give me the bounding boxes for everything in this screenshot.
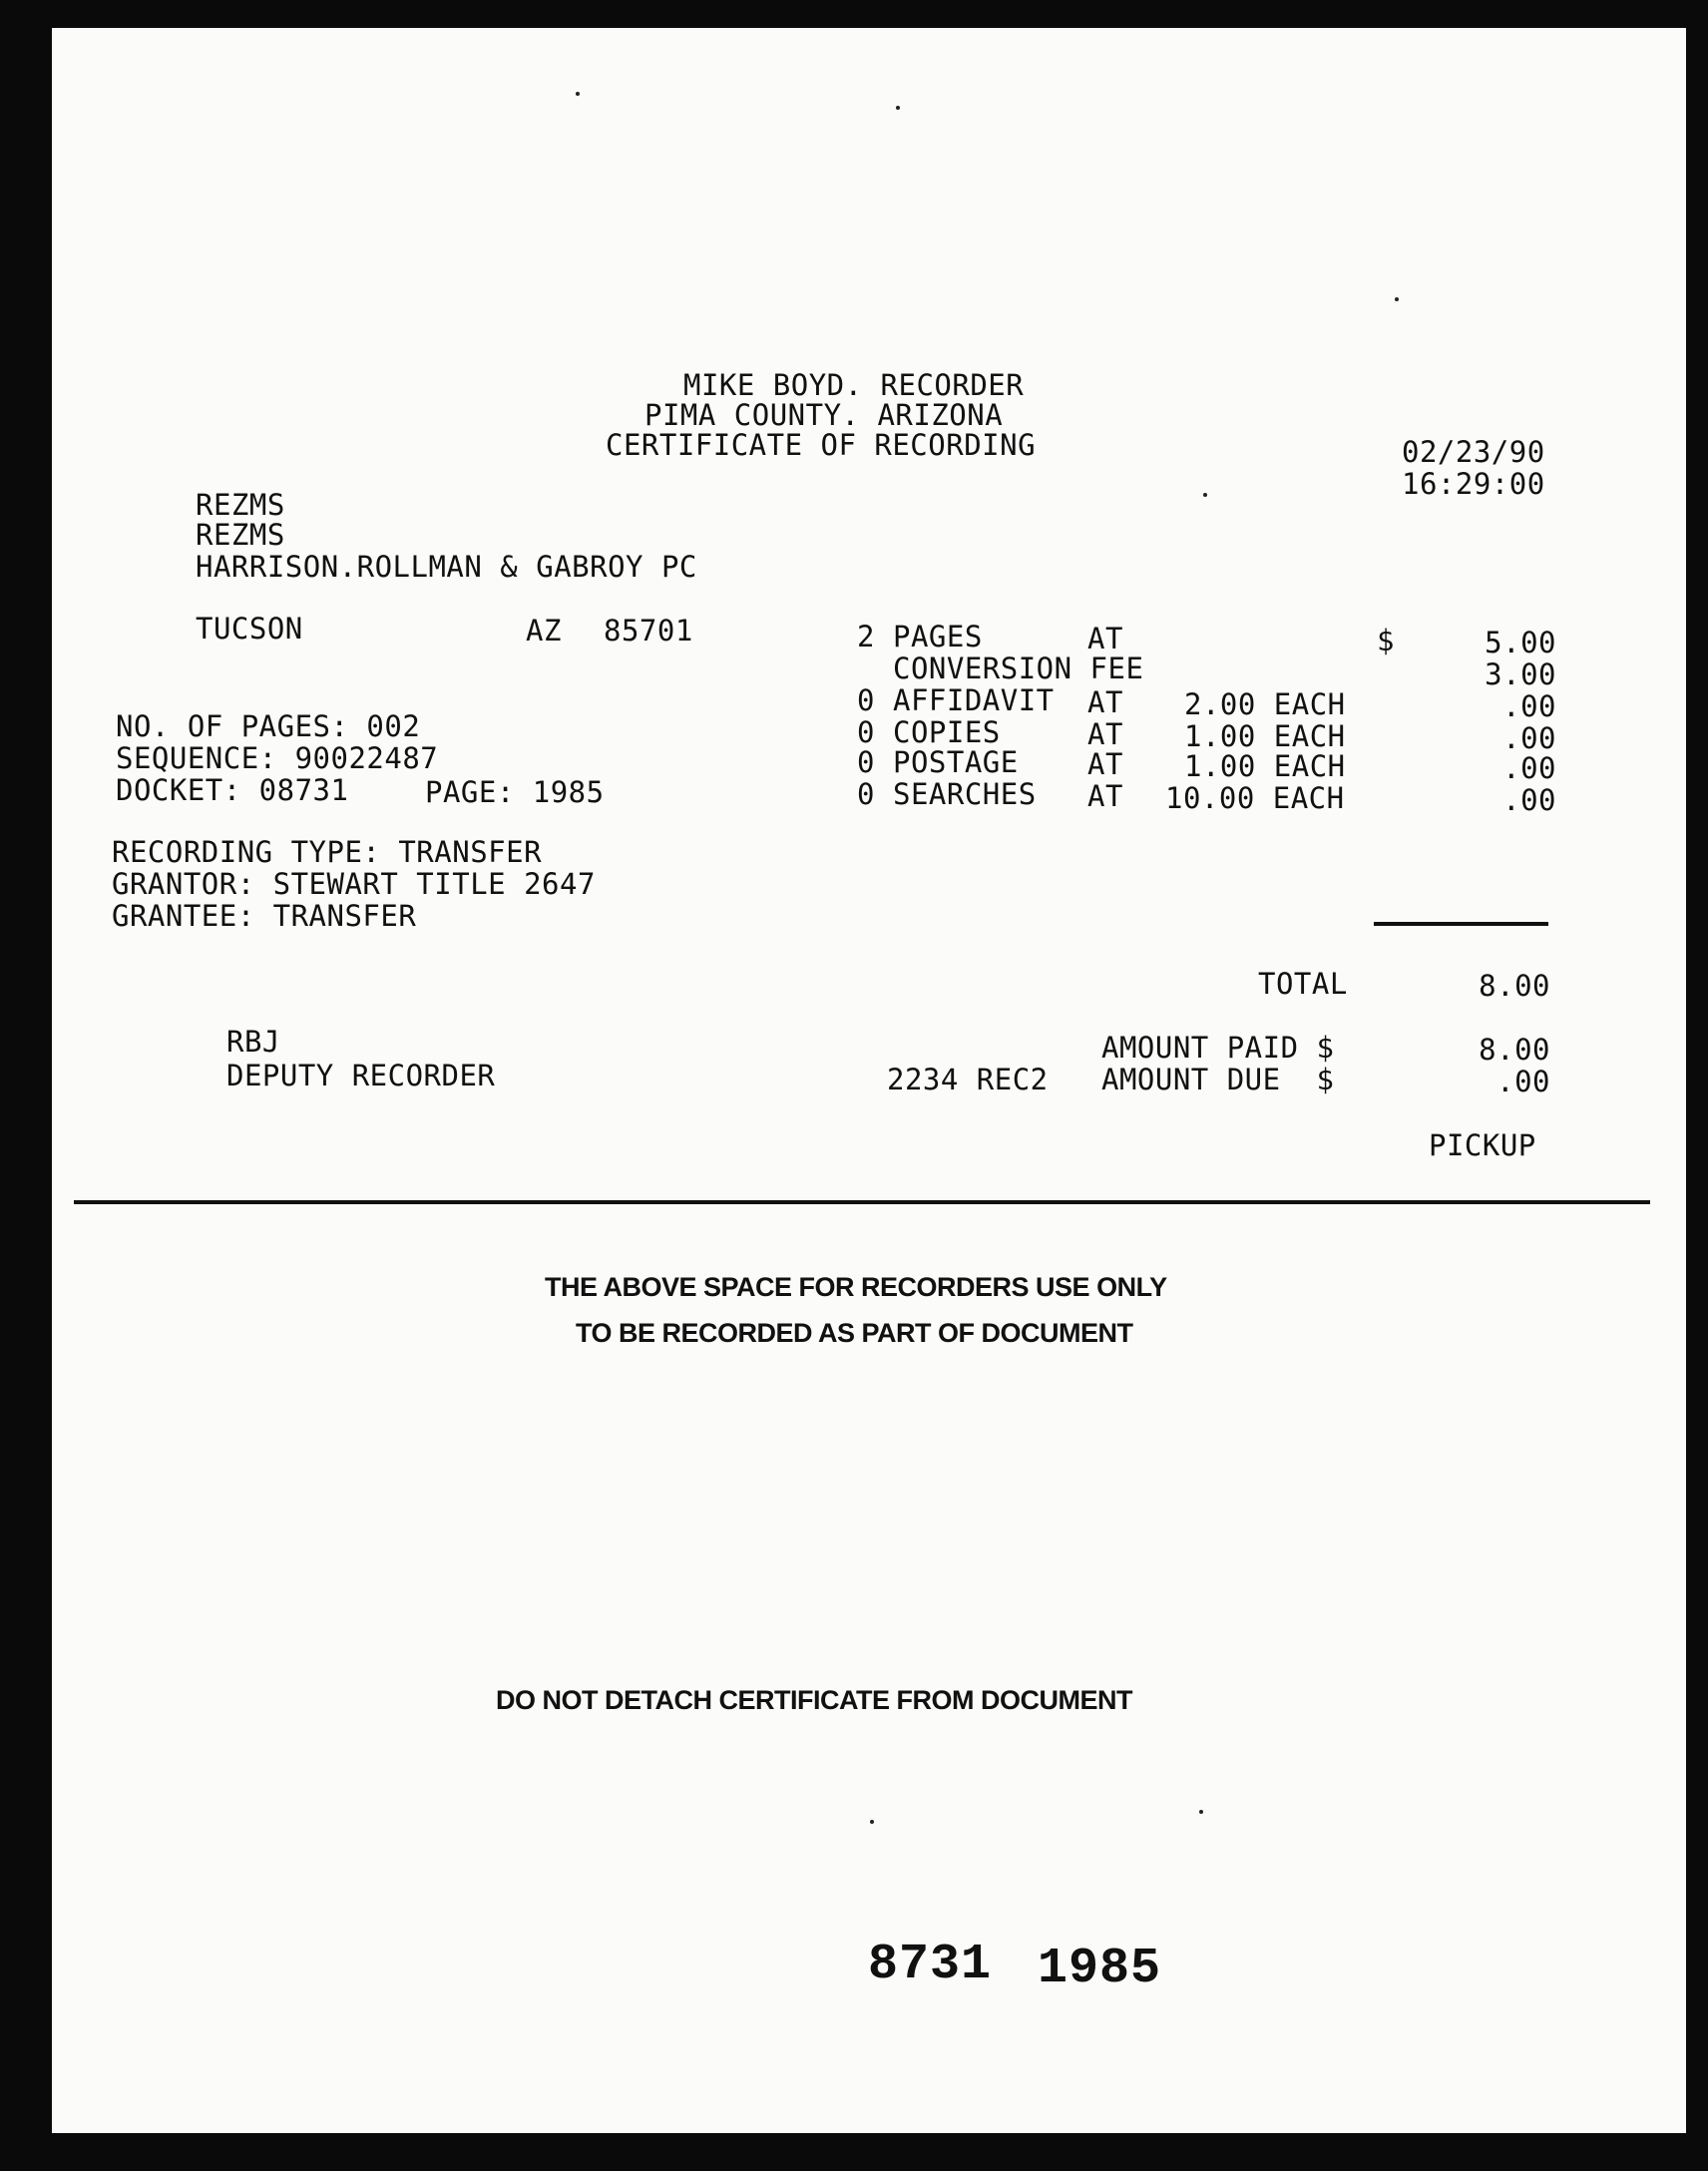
recorders-use-notice: THE ABOVE SPACE FOR RECORDERS USE ONLY [545,1272,1167,1302]
fee-qty: 0 [857,745,875,779]
pages-count: NO. OF PAGES: 002 [116,709,421,743]
fee-item: PAGES [893,620,983,653]
fee-qty: 0 [857,715,875,749]
stamp-docket: 8731 [868,1937,993,1993]
fee-item: POSTAGE [893,745,1019,779]
fee-item: COPIES [893,715,1001,749]
fee-item: SEARCHES [893,777,1037,811]
fee-amount: .00 [1502,721,1556,755]
fee-at: AT [1087,685,1123,719]
scan-speck [1199,1810,1203,1814]
fee-currency: $ [1377,624,1395,657]
pickup-note: PICKUP [1429,1128,1536,1162]
fee-amount: 5.00 [1485,626,1556,659]
total-rule [1374,922,1548,926]
fee-amount: .00 [1502,751,1556,785]
fee-at: AT [1087,747,1123,781]
fee-at: AT [1087,779,1123,813]
fee-amount: .00 [1502,783,1556,817]
fee-qty: 2 [857,620,875,653]
deputy-initials: RBJ [226,1025,280,1059]
certificate-title: CERTIFICATE OF RECORDING [606,428,1037,462]
record-date: 02/23/90 [1402,435,1545,469]
scan-speck [1203,493,1207,497]
county-name: PIMA COUNTY. ARIZONA [644,398,1004,432]
address-zip: 85701 [604,614,693,648]
fee-item: CONVERSION FEE [893,651,1144,685]
total-label: TOTAL [1258,967,1348,1001]
deputy-title: DEPUTY RECORDER [226,1059,496,1092]
scan-speck [576,92,580,96]
address-line-3: HARRISON.ROLLMAN & GABROY PC [196,550,697,584]
amount-due: .00 [1496,1065,1550,1098]
register-code: 2234 REC2 [887,1063,1049,1096]
page-number: PAGE: 1985 [425,775,605,809]
fee-qty: 0 [857,777,875,811]
do-not-detach-notice: DO NOT DETACH CERTIFICATE FROM DOCUMENT [496,1685,1132,1715]
certificate-page [52,28,1686,2133]
scan-speck [1395,297,1399,301]
recorder-section-divider [74,1200,1650,1204]
scan-speck [870,1820,874,1824]
recorded-part-notice: TO BE RECORDED AS PART OF DOCUMENT [576,1318,1133,1348]
docket-number: DOCKET: 08731 [116,773,349,807]
stamp-page: 1985 [1038,1941,1162,1997]
fee-amount: .00 [1502,689,1556,723]
address-state: AZ [526,614,562,648]
address-line-2: REZMS [196,518,285,552]
grantee: GRANTEE: TRANSFER [112,899,417,933]
total-amount: 8.00 [1479,969,1550,1003]
sequence-number: SEQUENCE: 90022487 [116,741,439,775]
address-line-1: REZMS [196,488,285,522]
fee-qty: 0 [857,683,875,717]
fee-at: AT [1087,622,1123,655]
address-city: TUCSON [196,612,303,646]
record-time: 16:29:00 [1402,467,1545,501]
amount-paid-label: AMOUNT PAID $ [1101,1031,1335,1065]
fee-amount: 3.00 [1485,657,1556,691]
fee-rate: 1.00 EACH [1184,719,1346,753]
fee-rate: 1.00 EACH [1184,749,1346,783]
fee-rate: 2.00 EACH [1184,687,1346,721]
fee-rate: 10.00 EACH [1165,781,1345,815]
amount-paid: 8.00 [1479,1033,1550,1067]
amount-due-label: AMOUNT DUE $ [1101,1063,1335,1096]
fee-item: AFFIDAVIT [893,683,1055,717]
grantor: GRANTOR: STEWART TITLE 2647 [112,867,596,901]
fee-at: AT [1087,717,1123,751]
recording-type: RECORDING TYPE: TRANSFER [112,835,543,869]
recorder-name: MIKE BOYD. RECORDER [683,368,1025,402]
scan-speck [896,106,900,110]
